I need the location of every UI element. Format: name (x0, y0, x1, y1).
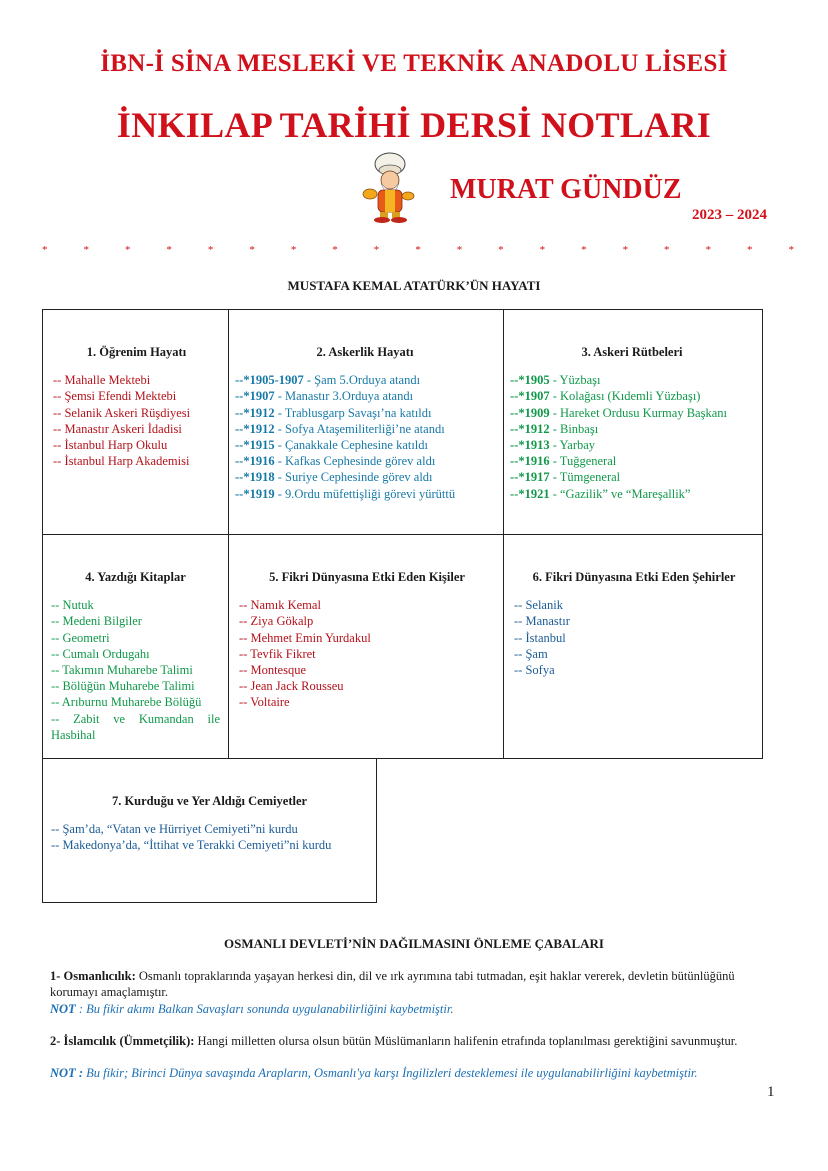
list-item: --*1918 - Suriye Cephesinde görev aldı (235, 470, 433, 485)
list-item: -- Bölüğün Muharebe Talimi (51, 679, 195, 694)
list-item: -- Sofya (514, 663, 555, 678)
list-item: -- Makedonya’da, “İttihat ve Terakki Cemiyeti”ni kurdu (51, 838, 332, 853)
list-item: -- Ziya Gökalp (239, 614, 314, 629)
influential-cities-box (503, 534, 763, 759)
list-item: --*1905-1907 - Şam 5.Orduya atandı (235, 373, 421, 388)
box-title: 6. Fikri Dünyasına Etki Eden Şehirler (532, 570, 736, 584)
list-item: --*1912 - Sofya Ataşemiliterliği’ne atandı (235, 421, 445, 436)
teacher-name: MURAT GÜNDÜZ (450, 174, 682, 205)
list-item: --*1916 - Kafkas Cephesinde görev aldı (235, 454, 436, 469)
box-title: 1. Öğrenim Hayatı (86, 345, 187, 359)
list-item: -- Takımın Muharebe Talimi (51, 663, 193, 678)
list-item: -- Şam’da, “Vatan ve Hürriyet Cemiyeti”ni kurdu (51, 822, 298, 837)
list-item: --*1915 - Çanakkale Cephesine katıldı (235, 438, 429, 453)
star-separator: * * * * * * * * * * * * * * * * * * * (42, 244, 794, 256)
ottomanism-paragraph: 1- Osmanlıcılık: Osmanlı topraklarında yaşayan herkesi din, dil ve ırk ayrımına tabi tutmadan, eşit haklar vererek, devletin bütünlüğünü korumayı amaçlamıştır. (50, 969, 735, 999)
military-box (228, 309, 504, 535)
page-number: 1 (767, 1084, 775, 1100)
list-item: -- Arıburnu Muharebe Bölüğü (51, 695, 202, 710)
ranks-box (503, 309, 763, 535)
list-item: -- Mahalle Mektebi (53, 373, 151, 388)
list-item: --*1921 - “Gazilik” ve “Mareşallik” (510, 486, 691, 501)
list-item: -- Şemsi Efendi Mektebi (53, 389, 177, 404)
box-title: 7. Kurduğu ve Yer Aldığı Cemiyetler (111, 794, 308, 808)
societies-box (42, 758, 377, 903)
academic-year: 2023 – 2024 (692, 207, 767, 223)
list-item: --*1917 - Tümgeneral (510, 470, 621, 485)
list-item: -- İstanbul (514, 630, 566, 645)
list-item: -- Nutuk (51, 598, 94, 613)
list-item: -- Jean Jack Rousseu (239, 679, 344, 694)
list-item: --*1916 - Tuğgeneral (510, 454, 617, 469)
books-box (42, 534, 229, 759)
list-item: -- Geometri (51, 630, 110, 645)
section-title-ottoman: OSMANLI DEVLETİ’NİN DAĞILMASINI ÖNLEME ÇABALARI (224, 936, 604, 951)
influential-people-box (228, 534, 504, 759)
box-title: 3. Askeri Rütbeleri (581, 345, 683, 359)
ottomanism-note: NOT : Bu fikir akımı Balkan Savaşları sonunda uygulanabilirliğini kaybetmiştir. (50, 1002, 454, 1016)
list-item: --*1912 - Trablusgarp Savaşı’na katıldı (235, 405, 432, 420)
list-item: -- Cumalı Ordugahı (51, 646, 150, 661)
list-item: -- Namık Kemal (239, 598, 321, 613)
box-title: 5. Fikri Dünyasına Etki Eden Kişiler (269, 570, 465, 584)
list-item: -- Selanik (514, 598, 563, 613)
school-name: İBN-İ SİNA MESLEKİ VE TEKNİK ANADOLU LİSESİ (100, 50, 728, 77)
list-item: -- Tevfik Fikret (239, 646, 316, 661)
list-item: -- Medeni Bilgiler (51, 614, 142, 629)
islamism-paragraph: 2- İslamcılık (Ümmetçilik): Hangi milletten olursa olsun bütün Müslümanların halifenin etrafında toplanılması gerektiğini savunmuştur. (50, 1034, 738, 1048)
list-item: -- Zabit ve Kumandan ile Hasbihal (51, 711, 220, 742)
list-item: -- Manastır Askeri İdadisi (53, 421, 182, 436)
list-item: -- Mehmet Emin Yurdakul (239, 630, 371, 645)
course-title: İNKILAP TARİHİ DERSİ NOTLARI (116, 105, 712, 145)
islamism-note: NOT : Bu fikir; Birinci Dünya savaşında Arapların, Osmanlı'ya karşı İngilizleri desteklemesi ile uygulanabilirliğini kaybetmiştir. (50, 1066, 698, 1080)
list-item: --*1909 - Hareket Ordusu Kurmay Başkanı (510, 405, 727, 420)
paragraph-label: 2- İslamcılık (Ümmetçilik): (50, 1034, 195, 1048)
paragraph-label: 1- Osmanlıcılık: (50, 969, 136, 983)
list-item: --*1919 - 9.Ordu müfettişliği görevi yürüttü (235, 486, 456, 501)
list-item: --*1912 - Binbaşı (510, 421, 599, 436)
list-item: -- İstanbul Harp Akademisi (53, 454, 190, 469)
education-box (42, 309, 229, 535)
list-item: -- İstanbul Harp Okulu (53, 438, 168, 453)
list-item: -- Montesque (239, 663, 306, 678)
list-item: -- Selanik Askeri Rüşdiyesi (53, 405, 191, 420)
list-item: --*1913 - Yarbay (510, 438, 596, 453)
nasreddin-hoca-illustration (352, 150, 422, 224)
list-item: -- Şam (514, 646, 548, 661)
list-item: -- Manastır (514, 614, 570, 629)
list-item: -- Voltaire (239, 695, 290, 710)
list-item: --*1907 - Kolağası (Kıdemli Yüzbaşı) (510, 389, 701, 404)
list-item: --*1905 - Yüzbaşı (510, 373, 601, 388)
box-title: 2. Askerlik Hayatı (316, 345, 414, 359)
section-title-ataturk-life: MUSTAFA KEMAL ATATÜRK’ÜN HAYATI (287, 278, 541, 293)
list-item: --*1907 - Manastır 3.Orduya atandı (235, 389, 414, 404)
box-title: 4. Yazdığı Kitaplar (85, 570, 186, 584)
